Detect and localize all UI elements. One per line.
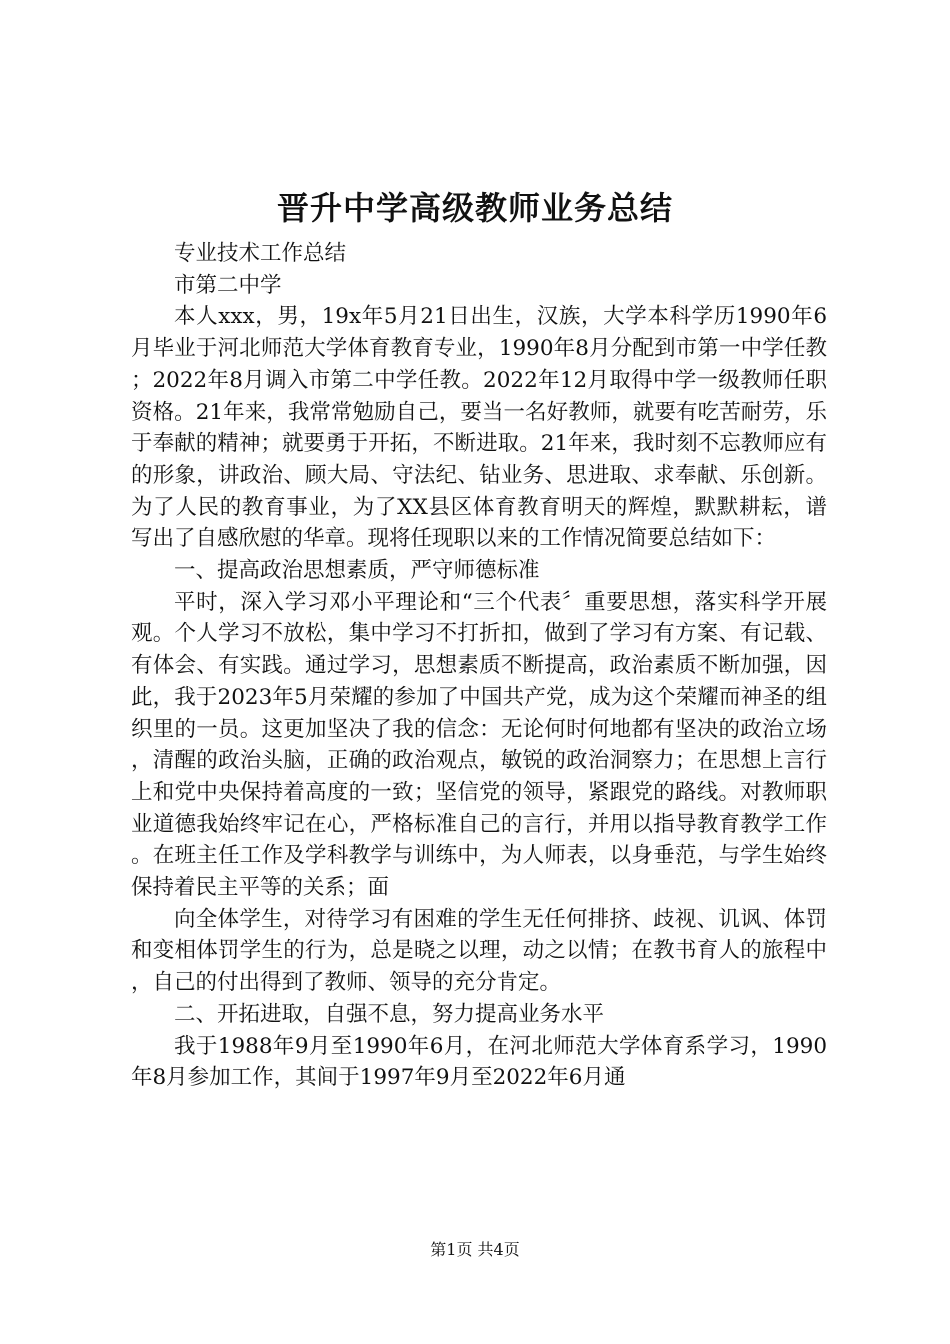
intro-paragraph: 本人xxx，男，19x年5月21日出生，汉族，大学本科学历1990年6月毕业于河北师范大学体育教育专业，1990年8月分配到市第一中学任教；2022年8月调入市第二中学任教。2022年12月取得中学一级教师任职资格。21年来，我常常勉励自己，要当一名好教师，就要有吃苦耐劳，乐于奉献的精神；就要勇于开拓，不断进取。21年来，我时刻不忘教师应有的形象，讲政治、顾大局、守法纪、钻业务、思进取、求奉献、乐创新。为了人民的教育事业，为了XX县区体育教育明天的辉煌，默默耕耘，谱写出了自感欣慰的华章。现将任现职以来的工作情况简要总结如下： (131, 304, 827, 552)
subtitle-line: 专业技术工作总结 (174, 241, 347, 266)
school-line: 市第二中学 (174, 272, 282, 298)
document-body (131, 238, 827, 1094)
section-heading-2: 二、开拓进取，自强不息，努力提高业务水平 (174, 1001, 605, 1027)
section-1-paragraph: 平时，深入学习邓小平理论和“三个代表〞重要思想，落实科学开展观。个人学习不放松，集中学习不打折扣，做到了学习有方案、有记载、有体会、有实践。通过学习，思想素质不断提高，政治素质不断加强，因此，我于2023年5月荣耀的参加了中国共产党，成为这个荣耀而神圣的组织里的一员。这更加坚决了我的信念：无论何时何地都有坚决的政治立场，清醒的政治头脑，正确的政治观点，敏锐的政治洞察力；在思想上言行上和党中央保持着高度的一致；坚信党的领导，紧跟党的路线。对教师职业道德我始终牢记在心，严格标准自己的言行，并用以指导教育教学工作。在班主任工作及学科教学与训练中，为人师表，以身垂范，与学生始终保持着民主平等的关系；面 (131, 589, 827, 901)
section-heading-1: 一、提高政治思想素质，严守师德标准 (174, 558, 540, 584)
section-1-continuation: 向全体学生，对待学习有困难的学生无任何排挤、歧视、讥讽、体罚和变相体罚学生的行为，总是晓之以理，动之以情；在教书育人的旅程中，自己的付出得到了教师、领导的充分肯定。 (131, 906, 827, 996)
document-title: 晋升中学高级教师业务总结 (276, 189, 673, 227)
section-2-paragraph: 我于1988年9月至1990年6月，在河北师范大学体育系学习，1990年8月参加工作，其间于1997年9月至2022年6月通 (131, 1033, 827, 1091)
page-number-footer: 第1页 共4页 (430, 1240, 520, 1259)
